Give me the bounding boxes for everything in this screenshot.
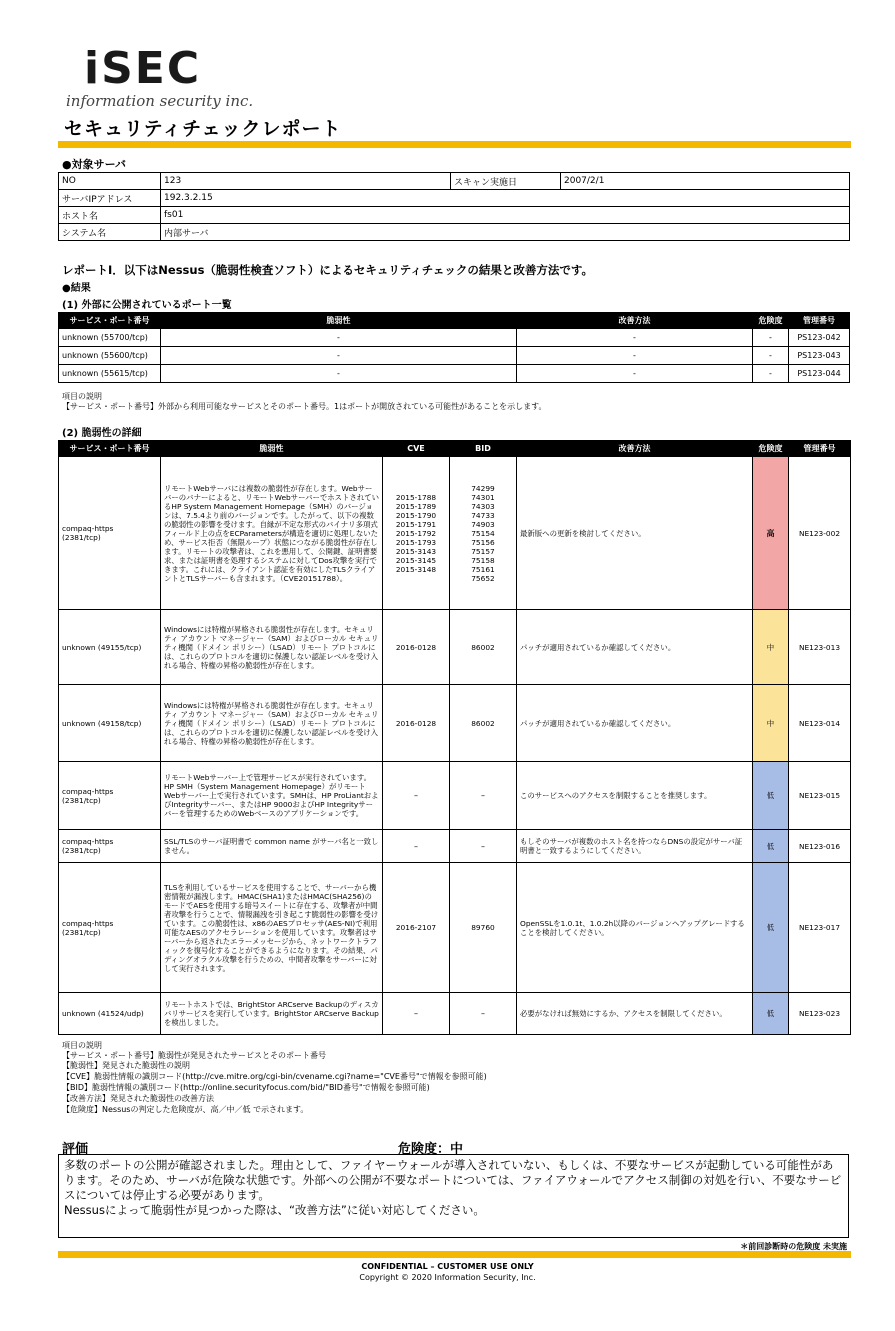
column-header: 改善方法 xyxy=(517,313,753,329)
port-cell: compaq-https (2381/tcp) xyxy=(59,457,161,610)
bid-cell: 89760 xyxy=(450,863,517,993)
column-header: 改善方法 xyxy=(517,441,753,457)
table-header-row xyxy=(59,313,850,329)
id-cell: PS123-043 xyxy=(789,347,850,365)
risk-low-cell: 低 xyxy=(753,863,789,993)
column-header: サービス・ポート番号 xyxy=(59,313,161,329)
ports-heading: (1) 外部に公開されているポート一覧 xyxy=(62,300,232,311)
value-cell: 内部サーバ xyxy=(161,224,850,241)
vuln-cell: リモートWebサーバー上で管理サービスが実行されています。HP SMH（System Management Homepage）がリモートWebサーバー上で実行されています。SMHは、HP ProLiantおよびIntegrityサーバー、またはHP 9000およびHP Integrityサーバーを管理するためのWebベースのアプリケーションです。 xyxy=(161,762,383,830)
risk-low-cell: 低 xyxy=(753,762,789,830)
port-cell: unknown (55615/tcp) xyxy=(59,365,161,383)
bid-cell: – xyxy=(450,993,517,1035)
bid-cell: 86002 xyxy=(450,685,517,762)
logo-mark: iSEC xyxy=(84,43,202,94)
column-header: 脆弱性 xyxy=(161,313,517,329)
fix-cell: - xyxy=(517,347,753,365)
column-header: 管理番号 xyxy=(789,441,851,457)
accent-rule-bottom xyxy=(58,1251,851,1258)
label-cell: ホスト名 xyxy=(59,207,161,224)
cve-cell: – xyxy=(383,993,450,1035)
fix-cell: 最新版への更新を検討してください。 xyxy=(517,457,753,610)
port-cell: compaq-https (2381/tcp) xyxy=(59,762,161,830)
table-row xyxy=(59,365,850,383)
ports-note-title: 項目の説明 xyxy=(62,392,102,401)
port-cell: unknown (49155/tcp) xyxy=(59,610,161,685)
label-cell: スキャン実施日 xyxy=(451,173,561,190)
details-note: 【CVE】脆弱性情報の識別コード(http://cve.mitre.org/cgi-bin/cvename.cgi?name="CVE番号"で情報を参照可能) xyxy=(62,1072,487,1081)
risk-cell: - xyxy=(753,347,789,365)
details-note: 【BID】脆弱性情報の識別コード(http://online.securityfocus.com/bid/"BID番号"で情報を参照可能) xyxy=(62,1083,430,1092)
fix-cell: 必要がなければ無効にするか、アクセスを制限してください。 xyxy=(517,993,753,1035)
risk-medium-cell: 中 xyxy=(753,685,789,762)
footer-copyright: Copyright © 2020 Information Security, Inc. xyxy=(359,1273,536,1282)
vuln-cell: SSL/TLSのサーバ証明書で common name がサーバ名と一致しません。 xyxy=(161,830,383,863)
column-header: 管理番号 xyxy=(789,313,850,329)
id-cell: NE123-013 xyxy=(789,610,851,685)
cve-cell: 2016-2107 xyxy=(383,863,450,993)
vuln-cell: リモートホストでは、BrightStor ARCserve Backupのディスカバリサービスを実行しています。BrightStor ARCserve Backupを検出しました。 xyxy=(161,993,383,1035)
table-row xyxy=(59,863,851,993)
cve-cell: – xyxy=(383,762,450,830)
open-ports-table xyxy=(58,312,850,383)
table-row xyxy=(59,993,851,1035)
value-cell: fs01 xyxy=(161,207,850,224)
table-row xyxy=(59,830,851,863)
vuln-cell: - xyxy=(161,365,517,383)
fix-cell: - xyxy=(517,365,753,383)
table-row xyxy=(59,457,851,610)
column-header: 脆弱性 xyxy=(161,441,383,457)
id-cell: NE123-023 xyxy=(789,993,851,1035)
evaluation-label: 評価 xyxy=(62,1142,89,1157)
overall-risk-label: 危険度：中 xyxy=(398,1142,464,1157)
table-row xyxy=(59,347,850,365)
port-cell: unknown (55700/tcp) xyxy=(59,329,161,347)
accent-rule-top xyxy=(58,141,851,148)
table-row xyxy=(59,329,850,347)
target-heading: ●対象サーバ xyxy=(62,158,127,171)
bid-cell: – xyxy=(450,762,517,830)
report-heading: レポートⅠ．以下はNessus（脆弱性検査ソフト）によるセキュリティチェックの結果と改善方法です。 xyxy=(62,263,594,277)
id-cell: NE123-014 xyxy=(789,685,851,762)
table-row xyxy=(59,224,850,241)
value-cell: 123 xyxy=(161,173,451,190)
details-note: 【危険度】Nessusの判定した危険度が、高／中／低 で示されます。 xyxy=(62,1105,309,1114)
details-note: 【脆弱性】発見された脆弱性の説明 xyxy=(62,1061,190,1070)
risk-high-cell: 高 xyxy=(753,457,789,610)
id-cell: PS123-042 xyxy=(789,329,850,347)
table-row xyxy=(59,173,850,190)
previous-risk-note: ＊前回診断時の危険度 未実施 xyxy=(740,1242,847,1251)
vuln-cell: リモートWebサーバには複数の脆弱性が存在します。Webサーバーのバナーによると、リモートWebサーバーでホストされているHP System Management Homepage（SMH）のバージョンは、7.5.4より前のバージョンです。したがって、以下の複数の脆弱性の影響を受けます。自縁が不定な形式のバイナリ多項式フィールド上の点をECParametersが構造を適切に処理しないため、サービス拒否（無限ループ）状態につながる脆弱性が存在します。リモートの攻撃者は、これを悪用して、公開鍵、証明書要求、または証明書を処理するシステムに対してDos攻撃を実行できます。これには、クライアント認証を有効にしたTLSクライアントとTLSサーバーも含まれます。（CVE20151788）。 xyxy=(161,457,383,610)
bid-cell: – xyxy=(450,830,517,863)
vulnerability-details-table xyxy=(58,440,851,1035)
cve-cell: 2016-0128 xyxy=(383,610,450,685)
label-cell: サーバIPアドレス xyxy=(59,190,161,207)
vuln-cell: Windowsには特権が昇格される脆弱性が存在します。セキュリティ アカウント マネージャー（SAM）およびローカル セキュリティ機関（ドメイン ポリシー）（LSAD）リモート プロトコルには、これらのプロトコルを適切に保護しない認証レベルを受け入れる場合、特権の昇格の脆弱性が存在します。 xyxy=(161,685,383,762)
column-header: サービス・ポート番号 xyxy=(59,441,161,457)
fix-cell: もしそのサーバが複数のホスト名を持つならDNSの設定がサーバ証明書と一致するようにしてください。 xyxy=(517,830,753,863)
details-note: 【改善方法】発見された脆弱性の改善方法 xyxy=(62,1094,214,1103)
id-cell: NE123-017 xyxy=(789,863,851,993)
fix-cell: - xyxy=(517,329,753,347)
footer-confidential: CONFIDENTIAL – CUSTOMER USE ONLY xyxy=(361,1262,534,1271)
column-header: 危険度 xyxy=(753,313,789,329)
vuln-cell: Windowsには特権が昇格される脆弱性が存在します。セキュリティ アカウント マネージャー（SAM）およびローカル セキュリティ機関（ドメイン ポリシー）（LSAD）リモート プロトコルには、これらのプロトコルを適切に保護しない認証レベルを受け入れる場合、特権の昇格の脆弱性が存在します。 xyxy=(161,610,383,685)
port-cell: unknown (49158/tcp) xyxy=(59,685,161,762)
page-title: セキュリティチェックレポート xyxy=(64,118,342,140)
vuln-cell: - xyxy=(161,329,517,347)
table-row xyxy=(59,762,851,830)
label-cell: NO xyxy=(59,173,161,190)
fix-cell: パッチが適用されているか確認してください。 xyxy=(517,685,753,762)
id-cell: NE123-002 xyxy=(789,457,851,610)
fix-cell: このサービスへのアクセスを制限することを推奨します。 xyxy=(517,762,753,830)
ports-note-text: 【サービス・ポート番号】外部から利用可能なサービスとそのポート番号。1はポートが開放されている可能性があることを示します。 xyxy=(62,402,547,411)
target-server-table xyxy=(58,172,850,241)
column-header: 危険度 xyxy=(753,441,789,457)
risk-cell: - xyxy=(753,365,789,383)
bid-cell: 74299 74301 74303 74733 74903 75154 75156 75157 75158 75161 75652 xyxy=(450,457,517,610)
port-cell: unknown (55600/tcp) xyxy=(59,347,161,365)
id-cell: NE123-015 xyxy=(789,762,851,830)
table-header-row xyxy=(59,441,851,457)
evaluation-text: 多数のポートの公開が確認されました。理由として、ファイヤーウォールが導入されていない、もしくは、不要なサービスが起動している可能性があります。そのため、サーバが危険な状態です。外部への公開が不要なポートについては、ファイアウォールでアクセス制御の対処を行い、不要なサービスについては停止する必要があります。 Nessusによって脆弱性が見つかった際は、“改善方法”に従い対応してください。 xyxy=(58,1154,849,1238)
port-cell: compaq-https (2381/tcp) xyxy=(59,830,161,863)
port-cell: unknown (41524/udp) xyxy=(59,993,161,1035)
risk-cell: - xyxy=(753,329,789,347)
value-cell: 2007/2/1 xyxy=(561,173,850,190)
vuln-cell: TLSを利用しているサービスを使用することで、サーバーから機密情報が漏洩します。HMAC(SHA1)またはHMAC(SHA256)のモードでAESを使用する暗号スイートに存在する、攻撃者が中間者攻撃を行うことで、情報漏洩を引き起こす脆弱性の影響を受けています。この脆弱性は、x86のAESプロセッサ(AES-NI)で利用可能なAESのアクセラレーションを使用しています。攻撃者はサーバーから返されたエラーメッセージから、ネットワークトラフィックを復号化することができるようになります。その結果、パディングオラクル攻撃を行うための、中間者攻撃をサーバーに対して実行されます。 xyxy=(161,863,383,993)
id-cell: PS123-044 xyxy=(789,365,850,383)
logo-tagline: information security inc. xyxy=(66,92,254,110)
table-row xyxy=(59,685,851,762)
port-cell: compaq-https (2381/tcp) xyxy=(59,863,161,993)
cve-cell: – xyxy=(383,830,450,863)
company-logo xyxy=(64,44,274,114)
fix-cell: パッチが適用されているか確認してください。 xyxy=(517,610,753,685)
details-heading: (2) 脆弱性の詳細 xyxy=(62,428,142,439)
label-cell: システム名 xyxy=(59,224,161,241)
risk-low-cell: 低 xyxy=(753,993,789,1035)
cve-cell: 2015-1788 2015-1789 2015-1790 2015-1791 2015-1792 2015-1793 2015-3143 2015-3145 2015-3148 xyxy=(383,457,450,610)
risk-low-cell: 低 xyxy=(753,830,789,863)
table-row xyxy=(59,207,850,224)
value-cell: 192.3.2.15 xyxy=(161,190,850,207)
result-heading: ●結果 xyxy=(62,283,91,294)
cve-cell: 2016-0128 xyxy=(383,685,450,762)
risk-medium-cell: 中 xyxy=(753,610,789,685)
column-header: BID xyxy=(450,441,517,457)
vuln-cell: - xyxy=(161,347,517,365)
details-note: 項目の説明 xyxy=(62,1041,102,1050)
column-header: CVE xyxy=(383,441,450,457)
details-note: 【サービス・ポート番号】脆弱性が発見されたサービスとそのポート番号 xyxy=(62,1051,326,1060)
fix-cell: OpenSSLを1.0.1t、1.0.2h以降のバージョンへアップグレードすることを検討してください。 xyxy=(517,863,753,993)
table-row xyxy=(59,610,851,685)
id-cell: NE123-016 xyxy=(789,830,851,863)
bid-cell: 86002 xyxy=(450,610,517,685)
table-row xyxy=(59,190,850,207)
